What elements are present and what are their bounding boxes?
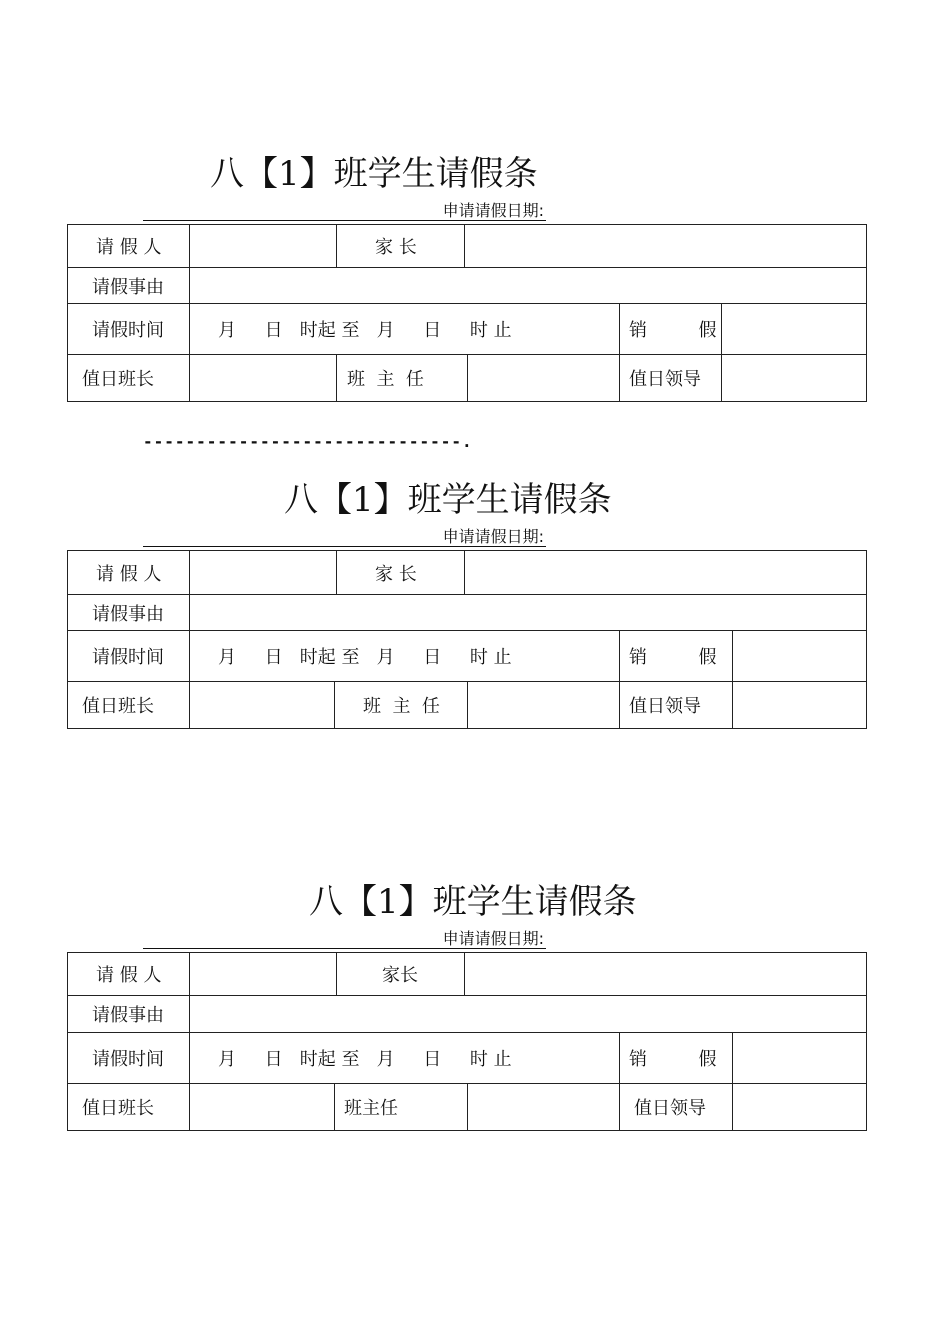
leader-label: 值日领导	[619, 1084, 747, 1130]
parent-label: 家长	[336, 953, 510, 995]
parent-field[interactable]	[464, 551, 866, 594]
time-field[interactable]: 月 日 时起 至 月 日 时 止	[189, 1033, 648, 1083]
leader-field[interactable]	[732, 682, 866, 728]
cancel-leave-label: 销 假	[619, 631, 742, 681]
leader-field[interactable]	[732, 1084, 866, 1130]
applicant-row	[67, 550, 867, 595]
cancel-leave-field[interactable]	[732, 1033, 866, 1083]
applicant-field[interactable]	[189, 551, 336, 594]
cancel-leave-field[interactable]	[732, 631, 866, 681]
application-date-line[interactable]	[143, 202, 546, 221]
reason-label: 请假事由	[92, 603, 164, 625]
application-date-line[interactable]	[143, 528, 546, 547]
monitor-field[interactable]	[189, 355, 336, 401]
application-date-line[interactable]	[143, 930, 546, 949]
parent-label: 家 长	[336, 551, 503, 594]
monitor-field[interactable]	[189, 1084, 334, 1130]
time-row	[67, 1033, 867, 1084]
applicant-field[interactable]	[189, 953, 336, 995]
cancel-leave-label: 销 假	[619, 304, 731, 354]
applicant-label: 请 假 人	[96, 965, 162, 986]
time-field[interactable]: 月 日 时起 至 月 日 时 止	[189, 631, 648, 681]
application-date-label: 申请请假日期:	[442, 929, 544, 948]
head-teacher-field[interactable]	[467, 355, 620, 401]
form-title: 八【1】班学生请假条	[309, 882, 637, 922]
form-title: 八【1】班学生请假条	[210, 154, 538, 194]
application-date-label: 申请请假日期:	[442, 201, 544, 220]
monitor-label: 值日班长	[82, 369, 154, 390]
time-row	[67, 631, 867, 682]
monitor-label: 值日班长	[82, 696, 154, 717]
time-label: 请假时间	[92, 647, 164, 668]
head-teacher-label: 班主任	[334, 1084, 477, 1130]
parent-label: 家 长	[336, 225, 503, 267]
signature-row	[67, 682, 867, 729]
reason-label: 请假事由	[92, 276, 164, 298]
parent-field[interactable]	[464, 953, 866, 995]
leave-form-table	[67, 224, 867, 402]
reason-row	[67, 595, 867, 631]
application-date-label: 申请请假日期:	[442, 527, 544, 546]
time-label: 请假时间	[92, 1049, 164, 1070]
form-title: 八【1】班学生请假条	[284, 480, 612, 520]
cut-line-separator: ------------------------------.	[143, 432, 473, 451]
applicant-row	[67, 224, 867, 268]
cancel-leave-label: 销 假	[619, 1033, 742, 1083]
leave-form-table	[67, 550, 867, 729]
head-teacher-label: 班 主 任	[336, 355, 478, 401]
applicant-label: 请 假 人	[96, 563, 162, 585]
time-row	[67, 304, 867, 355]
applicant-label: 请 假 人	[96, 237, 162, 258]
reason-field[interactable]	[189, 996, 866, 1032]
monitor-field[interactable]	[189, 682, 334, 728]
leader-label: 值日领导	[619, 682, 742, 728]
time-field[interactable]: 月 日 时起 至 月 日 时 止	[189, 304, 648, 354]
time-label: 请假时间	[92, 320, 164, 341]
applicant-row	[67, 952, 867, 996]
parent-field[interactable]	[464, 225, 866, 267]
head-teacher-label: 班 主 任	[334, 682, 496, 728]
reason-row	[67, 268, 867, 304]
leader-label: 值日领导	[619, 355, 731, 401]
monitor-label: 值日班长	[82, 1098, 154, 1119]
applicant-field[interactable]	[189, 225, 336, 267]
head-teacher-field[interactable]	[467, 1084, 620, 1130]
leave-form-table	[67, 952, 867, 1131]
leader-field[interactable]	[721, 355, 866, 401]
reason-row	[67, 996, 867, 1033]
reason-field[interactable]	[189, 268, 866, 303]
cancel-leave-field[interactable]	[721, 304, 866, 354]
head-teacher-field[interactable]	[467, 682, 620, 728]
reason-field[interactable]	[189, 595, 866, 630]
signature-row	[67, 1084, 867, 1131]
signature-row	[67, 355, 867, 402]
reason-label: 请假事由	[92, 1005, 164, 1026]
